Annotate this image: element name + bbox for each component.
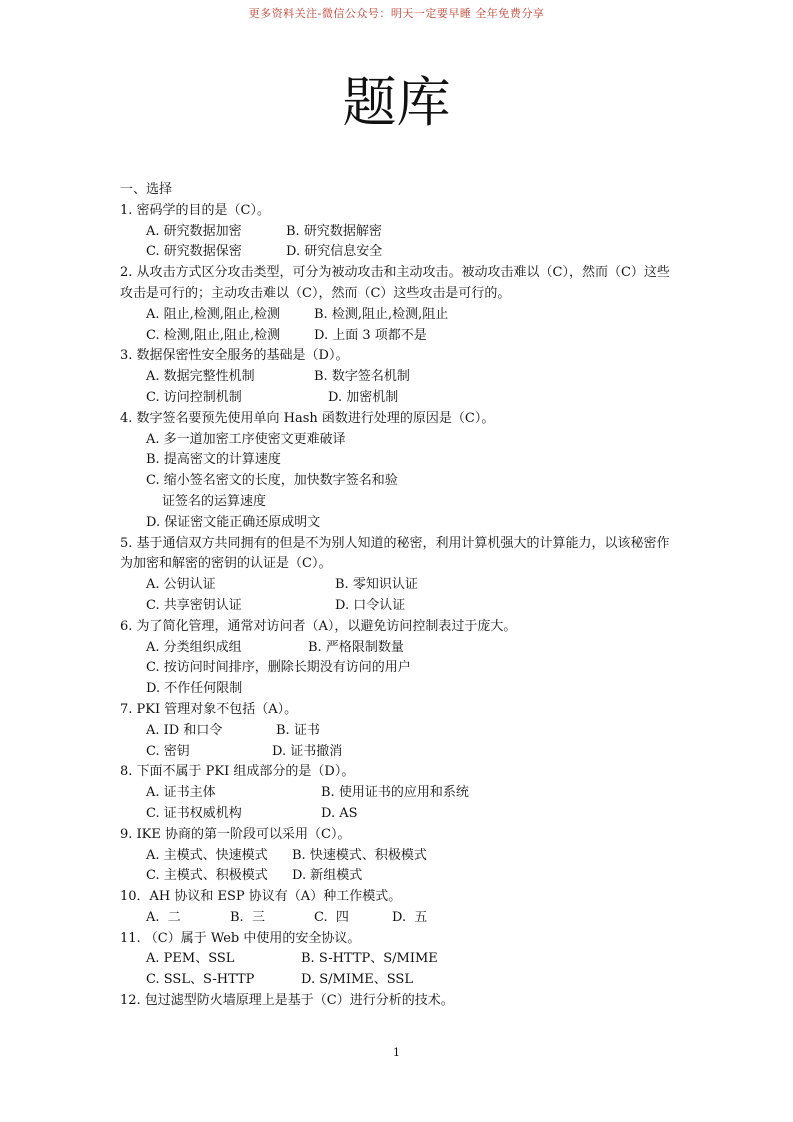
option-row (120, 866, 680, 887)
option-row (120, 949, 680, 970)
question-text: 10．AH 协议和 ESP 协议有（A）种工作模式。 (120, 889, 402, 905)
option-row (120, 450, 680, 471)
option: C. 按访问时间排序，删除长期没有访问的用户 (146, 660, 411, 676)
page-title: 题库 (342, 71, 451, 134)
option: A. 数据完整性机制 (146, 369, 255, 385)
option: C. 研究数据保密 (146, 244, 242, 260)
section-heading: 一、选择 (120, 182, 173, 197)
option: B. 提高密文的计算速度 (146, 452, 281, 468)
option-row (120, 513, 680, 534)
option-row (120, 638, 680, 659)
option: B. 严格限制数量 (308, 639, 404, 655)
option-row (120, 908, 680, 929)
option: D. 五 (392, 909, 428, 925)
question-text: 9. IKE 协商的第一阶段可以采用（C）。 (120, 826, 351, 842)
option: B. S-HTTP、S/MIME (301, 951, 438, 967)
option-row (120, 721, 680, 742)
option: B. 零知识认证 (335, 577, 418, 593)
option: D. 新组模式 (292, 868, 363, 884)
question-block (120, 929, 680, 991)
option-row (120, 242, 680, 263)
option: C. SSL、S-HTTP (146, 972, 255, 988)
question-block (120, 700, 680, 762)
option: D. 加密机制 (328, 389, 399, 405)
question-block (120, 887, 680, 929)
option: D. 不作任何限制 (146, 681, 243, 697)
option: B. 使用证书的应用和系统 (321, 785, 469, 801)
option: C. 共享密钥认证 (146, 597, 242, 613)
question-text: 11. （C）属于 Web 中使用的安全协议。 (120, 930, 361, 946)
question-block (120, 346, 680, 408)
option: A. 阻止,检测,阻止,检测 (146, 306, 281, 322)
question-text: 12. 包过滤型防火墙原理上是基于（C）进行分析的技术。 (120, 993, 454, 1009)
option: C. 证书权威机构 (146, 805, 242, 821)
option-row (120, 326, 680, 347)
question-block (120, 534, 680, 617)
question-text: 2. 从攻击方式区分攻击类型，可分为被动攻击和主动攻击。被动攻击难以（C），然而（C）这些攻击是可行的；主动攻击难以（C），然而（C）这些攻击是可行的。 (120, 265, 670, 301)
option: B. 快速模式、积极模式 (292, 847, 427, 863)
option: C. 四 (314, 909, 349, 925)
option: B. 检测,阻止,检测,阻止 (314, 306, 449, 322)
option: A. 公钥认证 (146, 577, 216, 593)
question-text: 8. 下面不属于 PKI 组成部分的是（D）。 (120, 764, 355, 780)
question-block (120, 825, 680, 887)
option-row (120, 970, 680, 991)
option-continuation: 证签名的运算速度 (162, 493, 267, 509)
option-row (120, 742, 680, 763)
option: A. 分类组织成组 (146, 639, 242, 655)
question-block (120, 617, 680, 700)
option-row (120, 222, 680, 243)
option-row (120, 471, 680, 492)
option: B. 证书 (276, 722, 320, 738)
question-block (120, 762, 680, 824)
question-block (120, 201, 680, 263)
option: D. 保证密文能正确还原成明文 (146, 514, 321, 530)
option: D. AS (321, 805, 358, 821)
option: D. 研究信息安全 (286, 244, 383, 260)
option: A. 二 (146, 909, 181, 925)
option: A. PEM、SSL (146, 951, 235, 967)
question-block (120, 409, 680, 534)
option-row (120, 388, 680, 409)
option-row (120, 846, 680, 867)
question-text: 3. 数据保密性安全服务的基础是（D）。 (120, 348, 349, 364)
option-row (120, 783, 680, 804)
page-number: 1 (393, 1046, 400, 1059)
option: A. 主模式、快速模式 (146, 847, 268, 863)
question-block (120, 263, 680, 346)
header-note: 更多资料关注-微信公众号：明天一定要早睡 全年免费分享 (248, 7, 545, 20)
option: C. 检测,阻止,阻止,检测 (146, 327, 281, 343)
question-text: 6. 为了简化管理，通常对访问者（A），以避免访问控制表过于庞大。 (120, 618, 517, 634)
option: A. 多一道加密工序使密文更难破译 (146, 431, 346, 447)
option: B. 研究数据解密 (286, 223, 382, 239)
option-row (120, 305, 680, 326)
option: B. 三 (230, 909, 265, 925)
option: A. 证书主体 (146, 785, 216, 801)
option: A. ID 和口令 (146, 722, 223, 738)
option: D. S/MIME、SSL (301, 972, 413, 988)
option-row (120, 596, 680, 617)
question-block (120, 991, 680, 1012)
question-text: 1. 密码学的目的是（C）。 (120, 202, 270, 218)
option-row (120, 430, 680, 451)
option-row (120, 575, 680, 596)
option: D. 口令认证 (335, 597, 406, 613)
option-row (120, 367, 680, 388)
option: C. 密钥 (146, 743, 190, 759)
option: C. 缩小签名密文的长度，加快数字签名和验 (146, 473, 398, 489)
option-row (120, 679, 680, 700)
question-text: 7. PKI 管理对象不包括（A）。 (120, 701, 298, 717)
option-row (120, 804, 680, 825)
option: D. 上面 3 项都不是 (314, 327, 427, 343)
question-text: 4. 数字签名要预先使用单向 Hash 函数进行处理的原因是（C）。 (120, 410, 495, 426)
option-row (120, 658, 680, 679)
option: C. 访问控制机制 (146, 389, 242, 405)
question-list (120, 180, 680, 1012)
option: C. 主模式、积极模式 (146, 868, 268, 884)
option: B. 数字签名机制 (314, 369, 410, 385)
question-text: 5. 基于通信双方共同拥有的但是不为别人知道的秘密，利用计算机强大的计算能力，以该秘密作为加密和解密的密钥的认证是（C）。 (120, 535, 670, 572)
option: D. 证书撤消 (272, 743, 343, 759)
option: A. 研究数据加密 (146, 223, 242, 239)
